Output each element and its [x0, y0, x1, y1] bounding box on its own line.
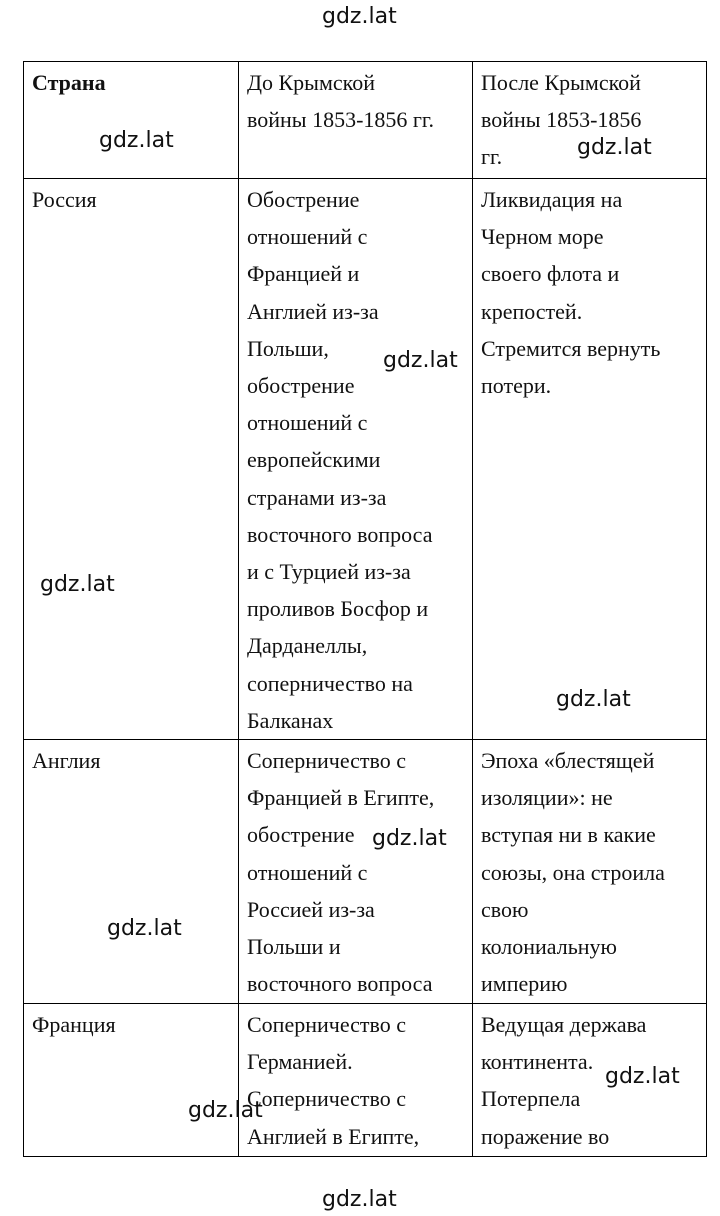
cell-text-line: обострение [247, 373, 355, 399]
cell-text-line: поражение во [481, 1123, 610, 1149]
cell-text-line: Англией из-за [247, 298, 379, 324]
cell-text-line: Россия [32, 187, 97, 212]
header-country-cell [24, 62, 239, 179]
watermark: gdz.lat [372, 826, 447, 851]
cell-text-line: Ведущая держава [481, 1012, 647, 1038]
cell-text-line: Соперничество с [247, 1012, 407, 1038]
cell-text-line: отношений с [247, 410, 368, 436]
cell-text-line: После Крымской [481, 70, 641, 95]
cell-text-line: Балканах [247, 707, 334, 733]
cell-text-line: странами из-за [247, 484, 387, 510]
cell-text-line: восточного вопроса [247, 971, 433, 997]
header-before-war-cell [239, 62, 473, 179]
watermark: gdz.lat [322, 1187, 397, 1212]
table-row [24, 740, 707, 1004]
cell-text-line: Эпоха «блестящей [481, 748, 655, 774]
before-war-cell [239, 740, 473, 1004]
table-row [24, 179, 707, 740]
cell-text-line: европейскими [247, 447, 381, 473]
cell-text-line: Обострение [247, 187, 360, 212]
cell-text-line: войны 1853-1856 гг. [247, 107, 434, 133]
header-after-war-cell [473, 62, 707, 179]
cell-text-line: восточного вопроса [247, 521, 433, 547]
cell-text-line: союзы, она строила [481, 859, 665, 885]
cell-text-line: Франция [32, 1012, 116, 1038]
watermark: gdz.lat [605, 1064, 680, 1089]
cell-text-line: крепостей. [481, 298, 583, 324]
watermark: gdz.lat [577, 135, 652, 160]
cell-text-line: До Крымской [247, 70, 375, 95]
cell-text-line: Германией. [247, 1049, 353, 1075]
cell-text-line: Стремится вернуть [481, 335, 661, 361]
country-cell [24, 1004, 239, 1157]
cell-text-line: и с Турцией из-за [247, 559, 411, 585]
country-cell [24, 740, 239, 1004]
country-cell [24, 179, 239, 740]
cell-text-line: отношений с [247, 224, 368, 250]
cell-text-line: Францией в Египте, [247, 785, 435, 811]
after-war-cell [473, 740, 707, 1004]
cell-text-line: Францией и [247, 261, 360, 287]
watermark: gdz.lat [556, 687, 631, 712]
cell-text-line: изоляции»: не [481, 785, 613, 811]
watermark: gdz.lat [99, 128, 174, 153]
before-war-cell [239, 179, 473, 740]
cell-text-line: континента. [481, 1049, 594, 1075]
cell-text-line: потери. [481, 373, 552, 399]
table-header-row [24, 62, 707, 179]
cell-text-line: Черном море [481, 224, 604, 250]
cell-text-line: Англия [32, 748, 101, 774]
watermark: gdz.lat [40, 572, 115, 597]
cell-text-line: Ликвидация на [481, 187, 623, 212]
cell-text-line: соперничество на [247, 670, 413, 696]
cell-text-line: Страна [32, 70, 106, 95]
cell-text-line: колониальную [481, 934, 617, 960]
cell-text-line: проливов Босфор и [247, 596, 429, 622]
cell-text-line: Англией в Египте, [247, 1123, 420, 1149]
cell-text-line: Соперничество с [247, 748, 407, 774]
cell-text-line: войны 1853-1856 [481, 107, 642, 133]
watermark: gdz.lat [322, 4, 397, 29]
before-war-cell [239, 1004, 473, 1157]
cell-text-line: Россией из-за [247, 896, 375, 922]
after-war-cell [473, 179, 707, 740]
cell-text-line: Потерпела [481, 1086, 581, 1112]
watermark: gdz.lat [188, 1098, 263, 1123]
cell-text-line: обострение [247, 822, 355, 848]
cell-text-line: Польши и [247, 934, 341, 960]
cell-text-line: свою [481, 896, 529, 922]
comparison-table [23, 61, 707, 1157]
cell-text-line: гг. [481, 144, 503, 170]
cell-text-line: вступая ни в какие [481, 822, 656, 848]
cell-text-line: Дарданеллы, [247, 633, 368, 659]
cell-text-line: отношений с [247, 859, 368, 885]
watermark: gdz.lat [107, 916, 182, 941]
cell-text-line: своего флота и [481, 261, 620, 287]
cell-text-line: Польши, [247, 335, 329, 361]
cell-text-line: Соперничество с [247, 1086, 407, 1112]
watermark: gdz.lat [383, 348, 458, 373]
cell-text-line: империю [481, 971, 568, 997]
